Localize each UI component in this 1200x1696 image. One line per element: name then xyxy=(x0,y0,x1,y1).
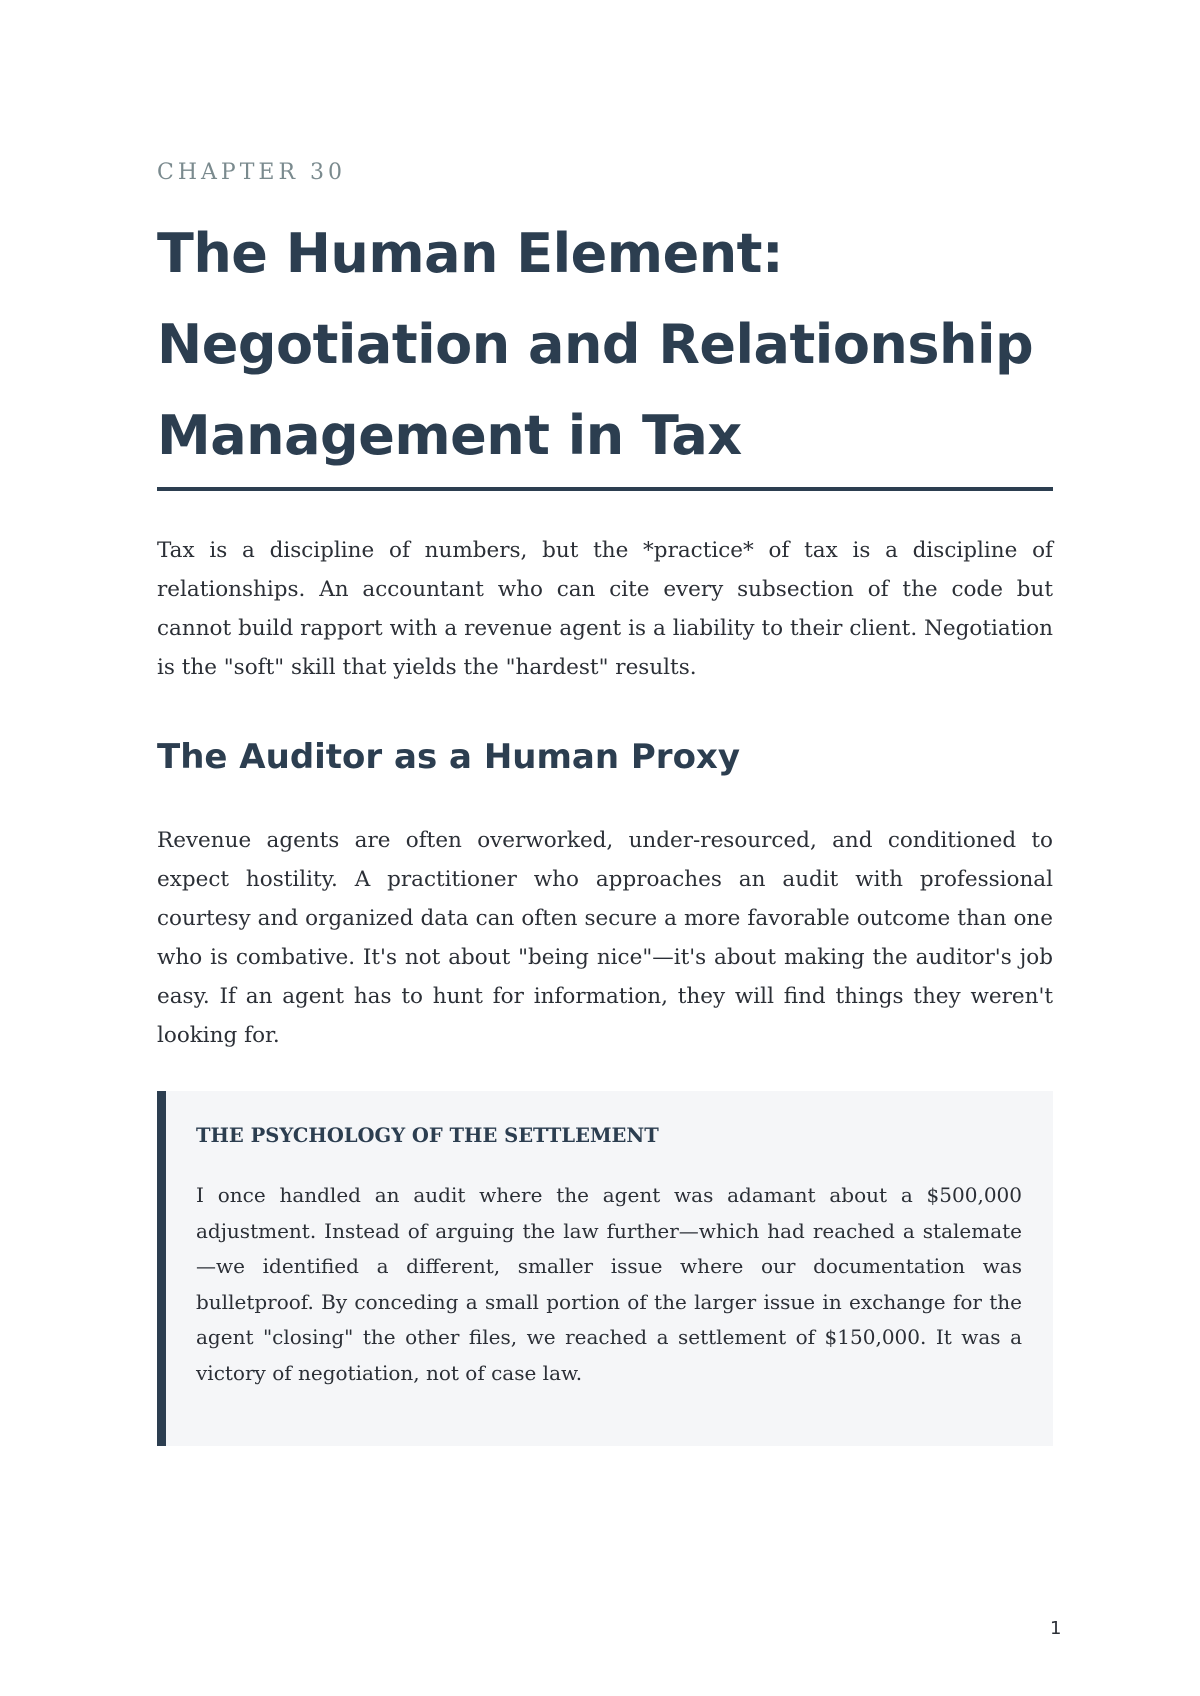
title-divider xyxy=(157,487,1053,491)
section-paragraph: Revenue agents are often overworked, under-resourced, and conditioned to expect hostility. A practitioner who approaches an audit with professional courtesy and organized data can often secure a more favorable outcome than one who is combative. It's not about "being nice"—it's about making the auditor's job easy. If an agent has to hunt for information, they will find things they weren't looking for. xyxy=(157,828,1053,1048)
page-number: 1 xyxy=(1050,1618,1062,1639)
callout-box xyxy=(157,1091,1053,1446)
callout-title: THE PSYCHOLOGY OF THE SETTLEMENT xyxy=(196,1124,659,1147)
callout-body: I once handled an audit where the agent was adamant about a $500,000 adjustment. Instead of arguing the law further—which had reached a stalemate—we identified a different, smaller issue where our documentation was bulletproof. By conceding a small portion of the larger issue in exchange for the agent "closing" the other files, we reached a settlement of $150,000. It was a victory of negotiation, not of case law. xyxy=(196,1183,1022,1385)
section-heading: The Auditor as a Human Proxy xyxy=(157,737,741,777)
chapter-label: CHAPTER 30 xyxy=(157,160,346,185)
chapter-title: The Human Element: Negotiation and Relationship Management in Tax xyxy=(157,222,1034,467)
intro-paragraph: Tax is a discipline of numbers, but the *practice* of tax is a discipline of relationships. An accountant who can cite every subsection of the code but cannot build rapport with a revenue agent is a liability to their client. Negotiation is the "soft" skill that yields the "hardest" results. xyxy=(157,538,1053,680)
